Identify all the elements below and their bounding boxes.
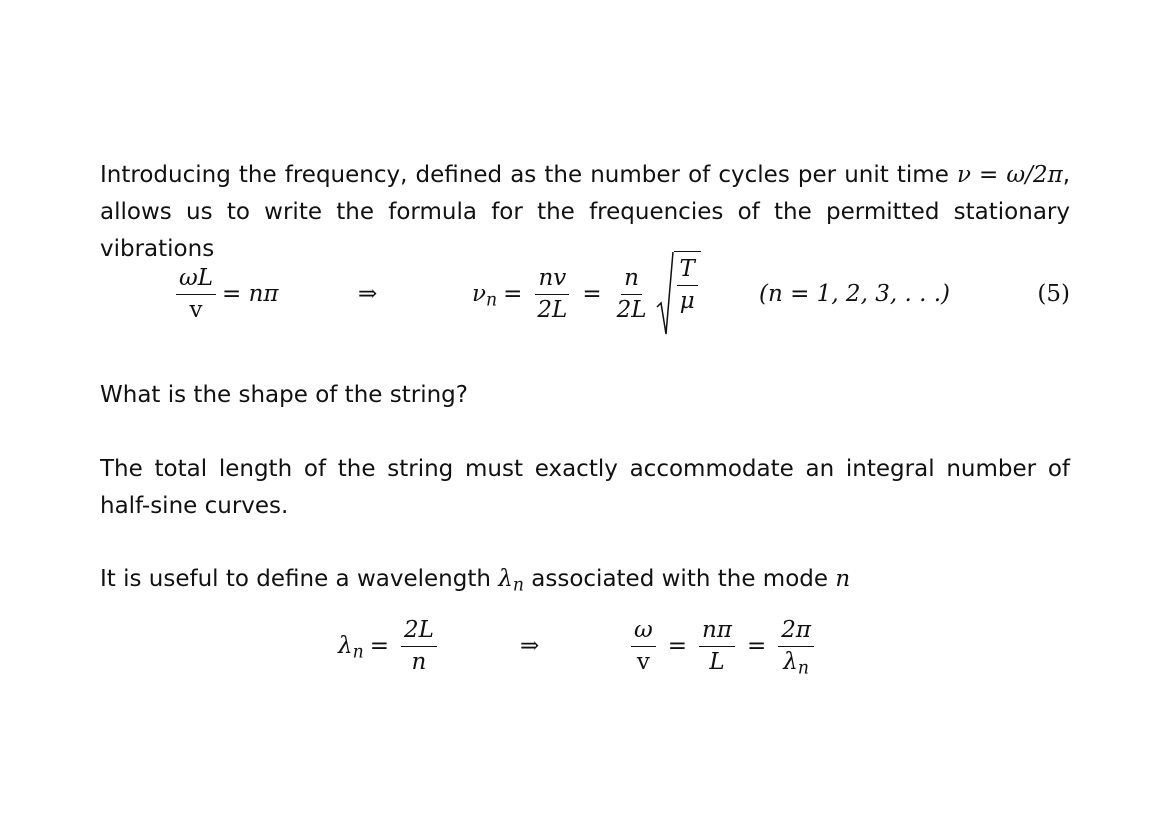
- fraction-denominator: $\lambda_n$: [783, 648, 809, 678]
- 2pi-over-lambda-fraction: [778, 615, 814, 678]
- square-root: [656, 251, 701, 337]
- fraction-denominator: 2L: [616, 296, 647, 323]
- equation-number: (5): [1037, 281, 1070, 307]
- fraction-numerator: 2L: [401, 615, 437, 647]
- equals-sign: =: [582, 281, 602, 307]
- lambda-n-symbol: $\lambda_n$: [498, 566, 524, 596]
- fraction-denominator: v: [189, 296, 203, 323]
- fraction-numerator: T: [677, 254, 698, 286]
- half-sine-paragraph: The total length of the string must exactly accommodate an integral number of half-sine curves.: [100, 456, 1070, 519]
- eq5-frequency-formula: [472, 249, 701, 339]
- eq5-fraction-n-2L: [614, 263, 650, 326]
- npi-over-L-fraction: [699, 615, 735, 678]
- fraction-numerator: ω: [631, 615, 656, 647]
- equals-sign: =: [667, 633, 688, 659]
- equals-sign: =: [369, 633, 389, 659]
- mode-symbol: n: [835, 566, 851, 592]
- radicand: [674, 251, 701, 337]
- wavelength-fraction: [401, 615, 437, 678]
- eq5-lhs-fraction: [176, 263, 216, 326]
- eq5-lhs: [170, 249, 279, 339]
- implies-arrow: ⇒: [520, 633, 540, 659]
- fraction-denominator: 2L: [537, 296, 568, 323]
- fraction-denominator: L: [709, 648, 725, 675]
- fraction-denominator: n: [411, 648, 427, 675]
- wavelength-paragraph: [100, 561, 1070, 598]
- fraction-denominator: μ: [679, 288, 695, 314]
- intro-paragraph: Introducing the frequency, defined as the number of cycles per unit time ν = ω/2π, allows us to write the formula for the frequencies of the permitted stationary vibrations: [100, 162, 1070, 262]
- intro-text-line2: allows us to write the formula for the frequencies of the permitted stationary vibrations: [100, 199, 1070, 262]
- frequency-definition: ν = ω/2π: [956, 162, 1063, 188]
- mode-condition: (n = 1, 2, 3, . . .): [759, 281, 950, 307]
- radical-sign-icon: [656, 251, 674, 337]
- implies-arrow: ⇒: [358, 281, 378, 307]
- wavelength-definition: [338, 601, 443, 691]
- equation-5: [100, 249, 1070, 339]
- fraction-numerator: nv: [535, 263, 569, 295]
- intro-text: Introducing the frequency, defined as the number of cycles per unit time: [100, 162, 949, 188]
- wavelength-text: It is useful to define a wavelength: [100, 566, 491, 592]
- omega-over-v-fraction: [631, 615, 656, 678]
- eq5-fraction-T-mu: [677, 254, 698, 337]
- nu-symbol: $\nu_n$: [472, 281, 498, 311]
- wavenumber-relation: [625, 601, 820, 691]
- equals-sign: =: [503, 281, 523, 307]
- question-paragraph: What is the shape of the string?: [100, 382, 468, 408]
- wavelength-text-2: associated with the mode: [531, 566, 829, 592]
- fraction-denominator: v: [636, 648, 650, 675]
- fraction-numerator: nπ: [699, 615, 735, 647]
- fraction-numerator: 2π: [778, 615, 814, 647]
- fraction-numerator: ωL: [176, 263, 216, 295]
- equals-sign: =: [746, 633, 767, 659]
- eq5-lhs-result: = nπ: [222, 281, 279, 307]
- fraction-numerator: n: [621, 263, 642, 295]
- wavelength-equation: [100, 601, 1070, 691]
- eq5-fraction-nv-2L: [534, 263, 570, 326]
- lambda-n-symbol: $\lambda_n$: [338, 633, 364, 663]
